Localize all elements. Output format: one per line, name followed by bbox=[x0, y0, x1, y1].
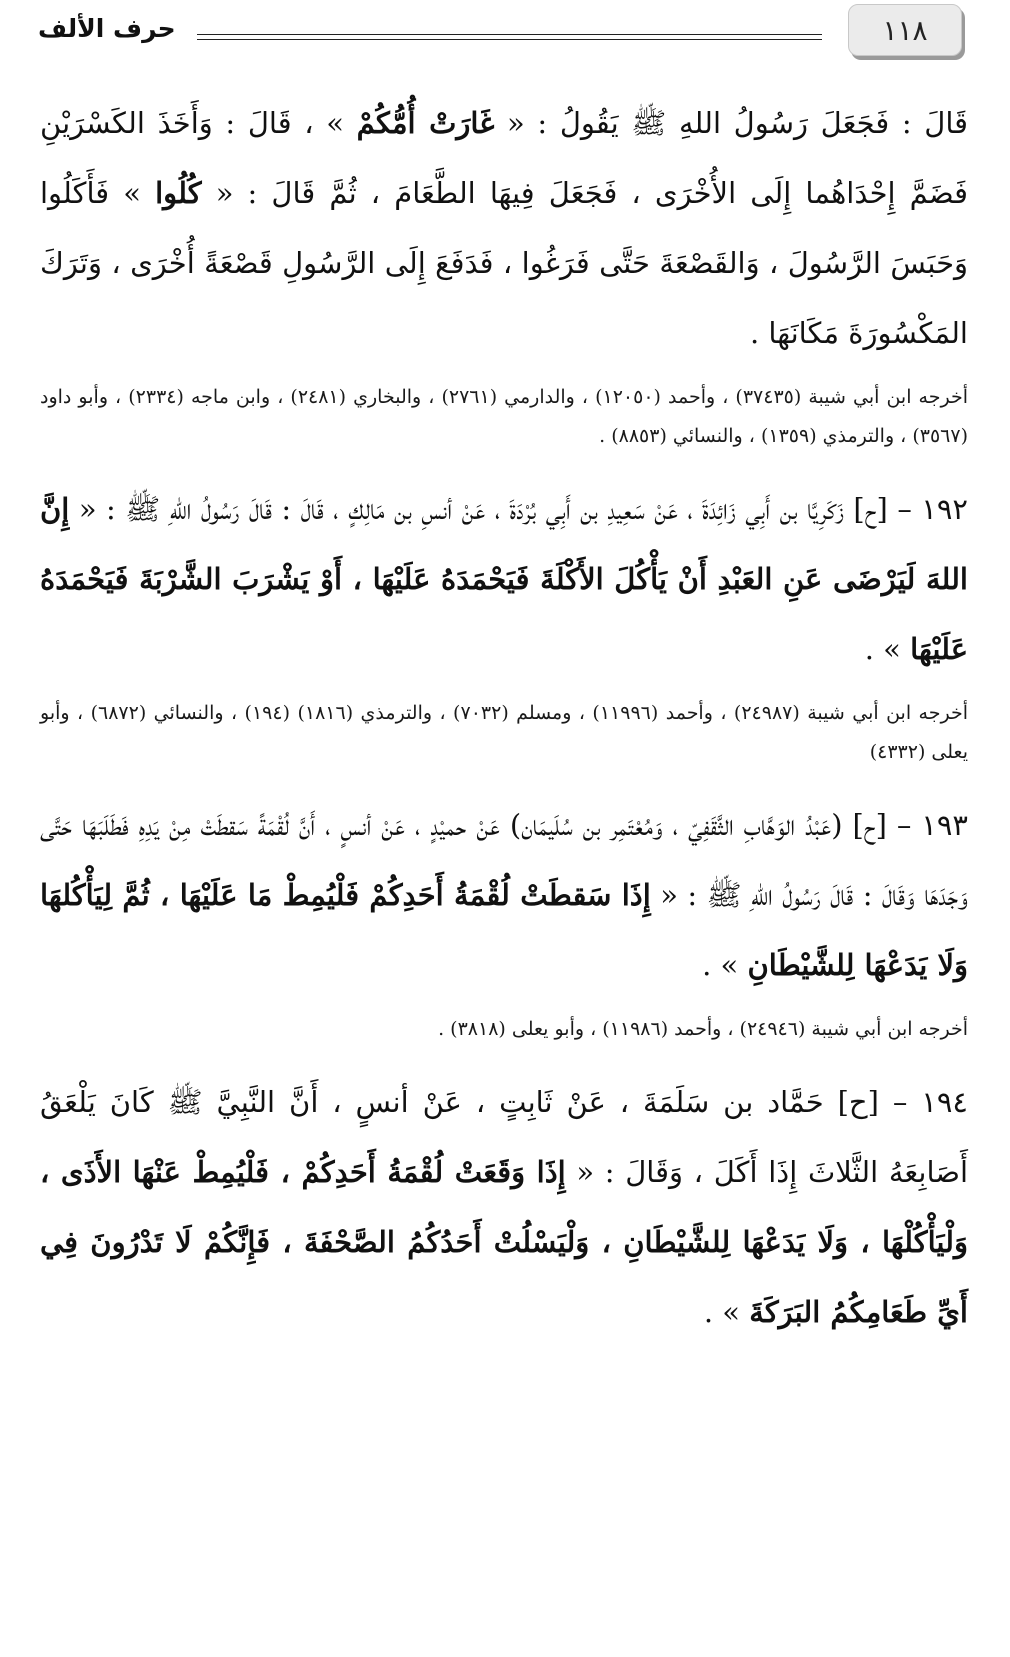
hadith-entry-continuation bbox=[40, 88, 968, 456]
hadith-entry-193 bbox=[40, 790, 968, 1049]
hadith-number: ١٩٢ – bbox=[887, 492, 969, 526]
page-number: ١١٨ bbox=[848, 4, 962, 56]
narration-text: [ح] حَمَّاد بن سَلَمَةَ ، عَنْ ثَابِتٍ ، عَنْ أنسٍ ، أَنَّ النَّبِيَّ ﷺ كَانَ يَلْعَقُ أَصَابِعَهُ الثَّلاثَ إِذَا أَكَلَ ، وَقَالَ : « bbox=[40, 1085, 968, 1189]
hadith-entry-194 bbox=[40, 1067, 968, 1347]
narration-text: » ، قَالَ : وَأَخَذَ الكَسْرَيْنِ فَضَمَّ إِحْدَاهُما إِلَى الأُخْرَى ، فَجَعَلَ فِيهَا الطَّعَامَ ، ثُمَّ قَالَ : « bbox=[40, 106, 968, 210]
prophetic-saying: إِذَا وَقَعَتْ لُقْمَةُ أَحَدِكُمْ ، فَلْيُمِطْ عَنْهَا الأَذَى ، وَلْيَأْكُلْهَا ، وَلَا يَدَعْهَا لِلشَّيْطَانِ ، وَلْيَسْلُتْ أَحَدُكُمُ الصَّحْفَةَ ، فَإِنَّكُمْ لَا تَدْرُونَ فِي أَيِّ طَعَامِكُمُ البَرَكَةَ bbox=[40, 1155, 968, 1329]
hadith-entry-192 bbox=[40, 474, 968, 772]
hadith-text bbox=[40, 474, 968, 684]
narration-text: » . bbox=[702, 948, 748, 982]
prophetic-saying: إِذَا سَقطَتْ لُقْمَةُ أَحَدِكُمْ فَلْيُمِطْ مَا عَلَيْهَا ، ثُمَّ لِيَأْكُلهَا وَلَا يَدَعْهَا لِلشَّيْطَانِ bbox=[40, 878, 968, 982]
takhrij-footnote: أخرجه ابن أبي شيبة (٣٧٤٣٥) ، وأحمد (١٢٠٥٠) ، والدارمي (٢٧٦١) ، والبخاري (٢٤٨١) ، وابن ماجه (٢٣٣٤) ، وأبو داود (٣٥٦٧) ، والترمذي (١٣٥٩) ، والنسائي (٨٨٥٣) . bbox=[40, 386, 968, 447]
takhrij-footnote: أخرجه ابن أبي شيبة (٢٤٩٨٧) ، وأحمد (١١٩٩٦) ، ومسلم (٧٠٣٢) ، والترمذي (١٨١٦) (١٩٤) ، والنسائي (٦٨٧٢) ، وأبو يعلى (٤٣٣٢) bbox=[40, 702, 968, 763]
narration-text: قَالَ : فَجَعَلَ رَسُولُ اللهِ ﷺ يَقُولُ : « bbox=[494, 106, 969, 140]
hadith-text bbox=[40, 88, 968, 368]
hadith-text bbox=[40, 1067, 968, 1347]
narration-text: [ح] (عَبْدُ الوَهَّابِ الثَّقَفِيّ ، وَمُعْتَمِر بن سُلَيمَان) عَنْ حميْدٍ ، عَنْ أنسٍ ، أَنَّ لُقْمَةً سَقطَتْ مِنْ يَدِهِ فَطَلَبَهَا حَتَّى وَجَدَهَا وَقَالَ : قَالَ رَسُولُ اللهِ ﷺ : « bbox=[40, 808, 968, 912]
chapter-title: حرف الألف bbox=[38, 14, 176, 43]
hadith-number: ١٩٣ – bbox=[886, 808, 969, 842]
narration-text: [ح] زَكَرِيَّا بن أَبِي زَائِدَةَ ، عَنْ سَعِيدِ بن أَبِي بُرْدَةَ ، عَنْ أنسِ بن مَالِكٍ ، قَالَ : قَالَ رَسُولُ اللهِ ﷺ : « bbox=[69, 492, 888, 526]
narration-text: » . bbox=[703, 1295, 750, 1329]
prophetic-saying: إِنَّ اللهَ لَيَرْضَى عَنِ العَبْدِ أَنْ يَأْكُلَ الأَكْلَةَ فَيَحْمَدَهُ عَلَيْهَا ، أَوْ يَشْرَبَ الشَّرْبَةَ فَيَحْمَدَهُ عَلَيْهَا bbox=[40, 492, 968, 666]
header-rule bbox=[197, 34, 822, 40]
narration-text: » . bbox=[864, 632, 911, 666]
page-content bbox=[40, 88, 968, 1347]
prophetic-saying: كُلُوا bbox=[155, 176, 202, 210]
page-header bbox=[0, 0, 1010, 70]
hadith-text bbox=[40, 790, 968, 1000]
prophetic-saying: غَارَتْ أُمُّكُمْ bbox=[356, 106, 495, 140]
narration-text: » فَأَكَلُوا وَحَبَسَ الرَّسُولَ ، وَالقَصْعَةَ حَتَّى فَرَغُوا ، فَدَفَعَ إِلَى الرَّسُولِ قَصْعَةً أُخْرَى ، وَتَرَكَ المَكْسُورَةَ مَكَانَهَا . bbox=[40, 176, 968, 350]
hadith-number: ١٩٤ – bbox=[878, 1085, 969, 1119]
takhrij-footnote: أخرجه ابن أبي شيبة (٢٤٩٤٦) ، وأحمد (١١٩٨٦) ، وأبو يعلى (٣٨١٨) . bbox=[438, 1018, 968, 1040]
